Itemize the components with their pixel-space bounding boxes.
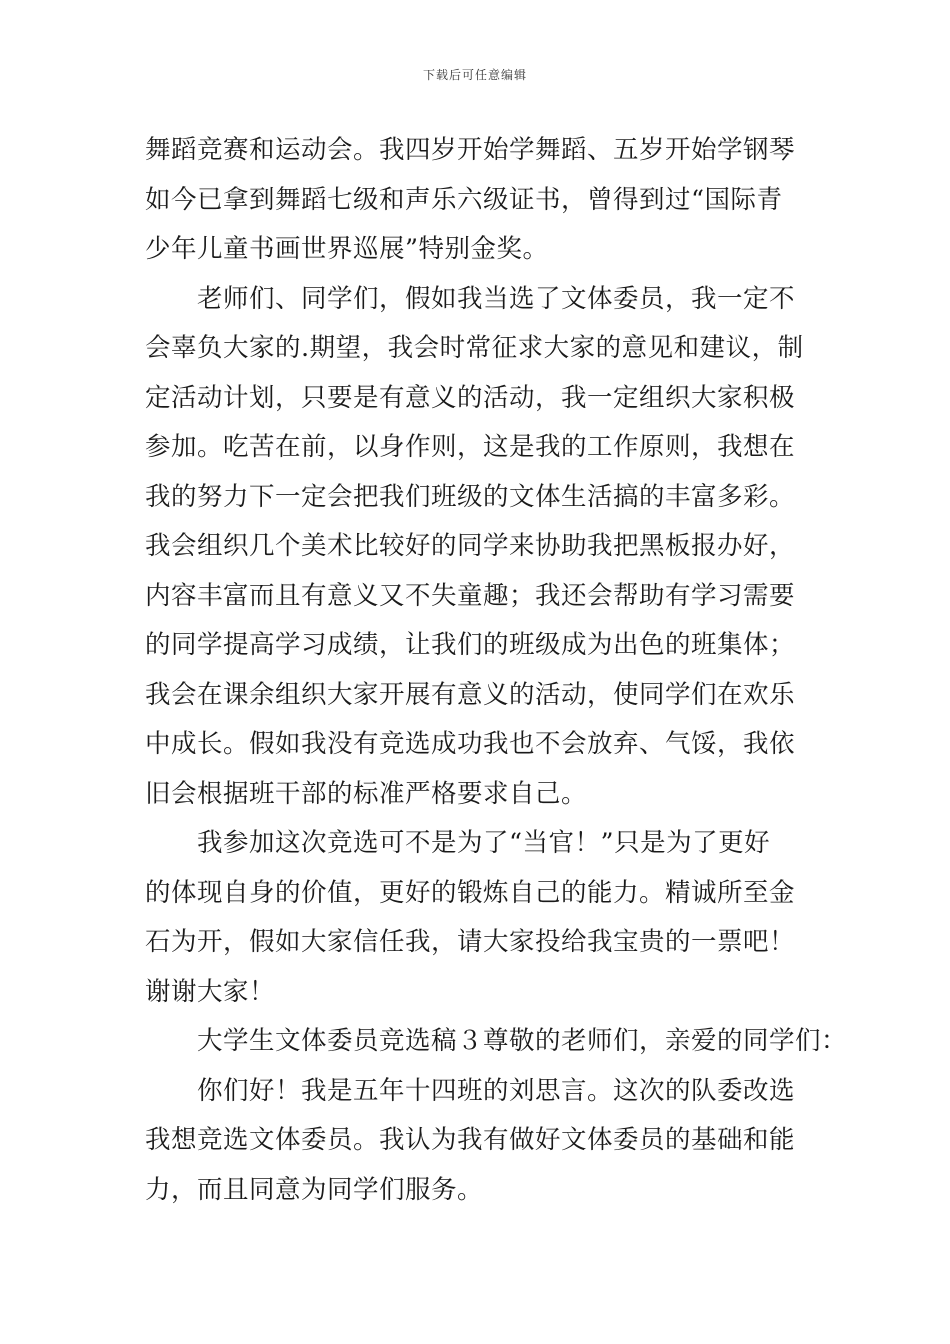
- text-line: 老师们、同学们，假如我当选了文体委员，我一定不: [145, 283, 796, 314]
- text-line: 会辜负大家的.期望，我会时常征求大家的意见和建议，制: [145, 333, 804, 363]
- text-line: 旧会根据班干部的标准严格要求自己。: [145, 778, 588, 809]
- text-line: 我会在课余组织大家开展有意义的活动，使同学们在欢乐: [145, 679, 796, 710]
- text-line: 大学生文体委员竞选稿３尊敬的老师们，亲爱的同学们：: [145, 1026, 848, 1056]
- text-line: 如今已拿到舞蹈七级和声乐六级证书，曾得到过“国际青: [145, 184, 783, 215]
- text-line: 的同学提高学习成绩，让我们的班级成为出色的班集体；: [145, 630, 796, 660]
- text-line: 我会组织几个美术比较好的同学来协助我把黑板报办好，: [145, 531, 796, 561]
- text-line: 我的努力下一定会把我们班级的文体生活搞的丰富多彩。: [145, 481, 796, 512]
- text-line: 石为开，假如大家信任我，请大家投给我宝贵的一票吧！: [145, 927, 796, 957]
- text-line: 我想竞选文体委员。我认为我有做好文体委员的基础和能: [145, 1125, 796, 1155]
- text-line: 定活动计划，只要是有意义的活动，我一定组织大家积极: [145, 382, 796, 413]
- text-line: 参加。吃苦在前，以身作则，这是我的工作原则，我想在: [145, 432, 796, 462]
- text-line: 力，而且同意为同学们服务。: [145, 1174, 484, 1205]
- text-line: 中成长。假如我没有竞选成功我也不会放弃、气馁，我依: [145, 729, 796, 759]
- text-line: 我参加这次竞选可不是为了“当官！”只是为了更好: [145, 828, 771, 858]
- page-header: 下载后可任意编辑: [422, 68, 527, 82]
- text-line: 舞蹈竞赛和运动会。我四岁开始学舞蹈、五岁开始学钢琴: [145, 135, 796, 165]
- text-line: 的体现自身的价值，更好的锻炼自己的能力。精诚所至金: [145, 877, 796, 908]
- text-line: 谢谢大家！: [145, 976, 276, 1007]
- document-body: [145, 126, 848, 1215]
- text-line: 少年儿童书画世界巡展”特别金奖。: [145, 234, 549, 264]
- text-line: 内容丰富而且有意义又不失童趣；我还会帮助有学习需要: [145, 580, 796, 611]
- text-line: 你们好！我是五年十四班的刘思言。这次的队委改选: [145, 1075, 796, 1106]
